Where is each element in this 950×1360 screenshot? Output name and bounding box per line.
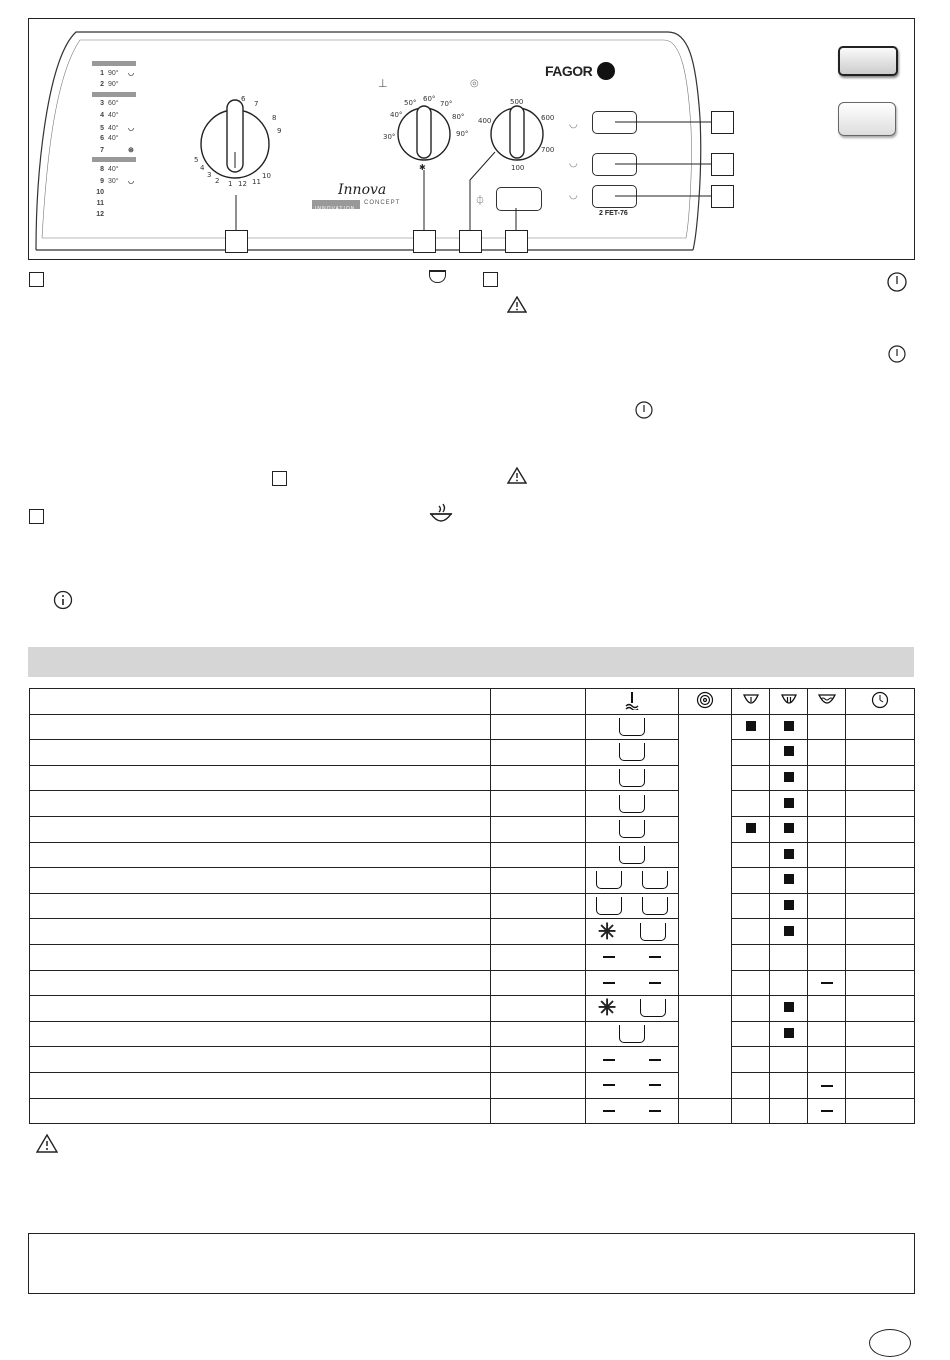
program-code-cell <box>491 765 586 791</box>
table-row <box>30 791 915 817</box>
temperature-cell <box>586 791 679 817</box>
power-button-icon <box>887 344 907 364</box>
callout-box <box>711 111 734 134</box>
compartment-2-cell <box>770 791 808 817</box>
duration-cell <box>846 996 915 1022</box>
temp-label-40: 40° <box>390 111 403 119</box>
dial-number-11: 11 <box>252 178 261 186</box>
duration-cell <box>846 842 915 868</box>
note-box <box>28 1233 915 1294</box>
program-code-cell <box>491 944 586 970</box>
detergent-cup-icon <box>619 718 645 736</box>
program-name-cell <box>30 740 491 766</box>
header-cell-softener <box>808 689 846 715</box>
warning-icon <box>36 1134 58 1153</box>
temperature-pair <box>586 1110 678 1112</box>
section-header-band <box>28 647 914 677</box>
table-row <box>30 842 915 868</box>
info-icon <box>53 590 73 610</box>
program-code-cell <box>491 842 586 868</box>
dash-mark <box>603 1059 615 1061</box>
spin-cell <box>679 714 732 996</box>
temperature-cell <box>586 842 679 868</box>
table-row <box>30 816 915 842</box>
detergent-cup-icon <box>640 999 666 1017</box>
duration-cell <box>846 1021 915 1047</box>
power-icon: ⏀ <box>475 196 485 207</box>
temperature-cell <box>586 740 679 766</box>
softener-icon <box>817 693 837 707</box>
softener-cell <box>808 791 846 817</box>
filled-square-mark <box>784 1002 794 1012</box>
dial-number-10: 10 <box>262 172 271 180</box>
table-row <box>30 970 915 996</box>
program-number: 12 <box>96 211 104 218</box>
power-button-icon <box>886 271 908 293</box>
program-name-cell <box>30 893 491 919</box>
detergent-cup-icon-top <box>429 270 446 272</box>
compartment-2-cell <box>770 765 808 791</box>
callout-box <box>505 230 528 253</box>
program-temp: 60° <box>108 100 119 107</box>
detergent-cup-icon <box>619 820 645 838</box>
language-badge <box>869 1329 911 1357</box>
program-name-cell <box>30 765 491 791</box>
temp-label-80: 80° <box>452 113 465 121</box>
dial-number-6: 6 <box>241 95 246 103</box>
table-row <box>30 1047 915 1073</box>
detergent-cup-icon <box>619 743 645 761</box>
temperature-cell <box>586 816 679 842</box>
program-number: 10 <box>96 189 104 196</box>
wash-icon: ◡ <box>569 158 578 169</box>
softener-cell <box>808 996 846 1022</box>
temperature-cell <box>586 765 679 791</box>
compartment-2-cell <box>770 1047 808 1073</box>
program-code-cell <box>491 970 586 996</box>
filled-square-mark <box>746 823 756 833</box>
lid-button-dark[interactable] <box>838 46 898 76</box>
dash-mark <box>821 1110 833 1112</box>
clock-icon <box>871 691 889 709</box>
header-cell-temperature <box>586 689 679 715</box>
callout-leaders <box>0 0 950 260</box>
section-marker-box <box>29 509 44 524</box>
temperature-cell <box>586 1072 679 1098</box>
temp-label-30: 30° <box>383 133 396 141</box>
program-number: 5 <box>100 125 104 132</box>
rinse-hold-icon: ◡ <box>569 190 578 201</box>
softener-cell <box>808 1021 846 1047</box>
program-number: 3 <box>100 100 104 107</box>
detergent-cup-icon <box>596 897 622 915</box>
detergent-cup-icon <box>596 871 622 889</box>
program-name-cell <box>30 1098 491 1124</box>
filled-square-mark <box>784 1028 794 1038</box>
brand-name: FAGOR <box>545 63 593 79</box>
program-number: 2 <box>100 81 104 88</box>
program-temp: 90° <box>108 70 119 77</box>
callout-box <box>711 185 734 208</box>
compartment-1-cell <box>732 842 770 868</box>
program-code-cell <box>491 714 586 740</box>
warning-icon <box>507 467 527 484</box>
filled-square-mark <box>784 900 794 910</box>
callout-box <box>413 230 436 253</box>
filled-square-mark <box>784 874 794 884</box>
temperature-cell <box>586 970 679 996</box>
table-row <box>30 1098 915 1124</box>
temp-label-90: 90° <box>456 130 469 138</box>
dial-number-12: 12 <box>238 180 247 188</box>
detergent-cup-icon <box>619 795 645 813</box>
cotton-icon: ◡ <box>128 70 135 77</box>
cold-star-icon: ✳ <box>597 918 617 944</box>
duration-cell <box>846 868 915 894</box>
dial-number-1: 1 <box>228 180 233 188</box>
temperature-pair <box>586 995 678 1021</box>
program-temp: 30° <box>108 178 119 185</box>
compartment-2-cell <box>770 1072 808 1098</box>
header-cell-duration <box>846 689 915 715</box>
detergent-cup-icon <box>619 846 645 864</box>
program-number: 7 <box>100 147 104 154</box>
program-number: 8 <box>100 166 104 173</box>
compartment-1-icon <box>742 693 760 707</box>
table-row <box>30 714 915 740</box>
program-name-cell <box>30 919 491 945</box>
filled-square-mark <box>784 926 794 936</box>
program-temp: 40° <box>108 166 119 173</box>
softener-cell <box>808 1047 846 1073</box>
temperature-pair <box>586 982 678 984</box>
compartment-1-cell <box>732 765 770 791</box>
softener-cell <box>808 714 846 740</box>
softener-cell <box>808 740 846 766</box>
temperature-cell <box>586 919 679 945</box>
temp-label-70: 70° <box>440 100 453 108</box>
temperature-cell <box>586 714 679 740</box>
filled-square-mark <box>784 746 794 756</box>
program-temp: 40° <box>108 135 119 142</box>
table-row <box>30 1021 915 1047</box>
duration-cell <box>846 944 915 970</box>
softener-cell <box>808 816 846 842</box>
dial-number-7: 7 <box>254 100 259 108</box>
duration-cell <box>846 714 915 740</box>
compartment-1-cell <box>732 1021 770 1047</box>
cold-star-icon: ✱ <box>419 163 426 172</box>
compartment-1-cell <box>732 1098 770 1124</box>
program-code-cell <box>491 740 586 766</box>
program-temp: 90° <box>108 81 119 88</box>
compartment-1-cell <box>732 740 770 766</box>
compartment-2-cell <box>770 740 808 766</box>
table-row <box>30 740 915 766</box>
dash-mark <box>649 1110 661 1112</box>
button-code: 2 FET-76 <box>599 210 628 217</box>
warning-icon <box>507 296 527 313</box>
compartment-2-cell <box>770 919 808 945</box>
dial-number-5: 5 <box>194 156 199 164</box>
program-name-cell <box>30 842 491 868</box>
table-row <box>30 919 915 945</box>
table-row <box>30 765 915 791</box>
table-row <box>30 868 915 894</box>
compartment-1-cell <box>732 919 770 945</box>
temperature-cell <box>586 893 679 919</box>
filled-square-mark <box>784 772 794 782</box>
table-row <box>30 1072 915 1098</box>
program-code-cell <box>491 791 586 817</box>
temperature-cell <box>586 944 679 970</box>
temp-label-50: 50° <box>404 99 417 107</box>
compartment-2-icon <box>780 693 798 707</box>
temperature-pair <box>586 1084 678 1086</box>
dial-number-2: 2 <box>215 177 220 185</box>
filled-square-mark <box>784 823 794 833</box>
program-temp: 40° <box>108 112 119 119</box>
spin-icon <box>696 691 714 709</box>
cold-star-icon: ✳ <box>597 995 617 1021</box>
detergent-cup-icon <box>642 871 668 889</box>
softener-cell <box>808 842 846 868</box>
dash-mark <box>649 1059 661 1061</box>
duration-cell <box>846 1098 915 1124</box>
program-number: 9 <box>100 178 104 185</box>
program-name-cell <box>30 944 491 970</box>
compartment-2-cell <box>770 714 808 740</box>
model-script-logo: Innova <box>338 182 387 198</box>
detergent-cup-icon <box>429 270 446 283</box>
program-name-cell <box>30 1021 491 1047</box>
dash-mark <box>821 982 833 984</box>
callout-box <box>459 230 482 253</box>
program-number: 1 <box>100 70 104 77</box>
program-temp: 40° <box>108 125 119 132</box>
program-code-cell <box>491 1098 586 1124</box>
section-marker-box <box>483 272 498 287</box>
rinse-icon: ◡ <box>128 125 135 132</box>
dial-number-8: 8 <box>272 114 277 122</box>
inline-marker-box <box>272 471 287 486</box>
compartment-1-cell <box>732 1072 770 1098</box>
lid-button-light[interactable] <box>838 102 896 136</box>
header-cell-compartment-1 <box>732 689 770 715</box>
temperature-pair <box>586 871 678 889</box>
thermometer-icon <box>624 690 640 710</box>
table-row <box>30 893 915 919</box>
program-name-cell <box>30 868 491 894</box>
thermometer-icon: ⊥ <box>378 78 388 90</box>
program-code-cell <box>491 893 586 919</box>
temperature-cell <box>586 1098 679 1124</box>
compartment-2-cell <box>770 1021 808 1047</box>
callout-box <box>711 153 734 176</box>
wool-icon: ⊛ <box>128 147 134 154</box>
program-name-cell <box>30 714 491 740</box>
spin-label-600: 600 <box>541 114 555 122</box>
program-code-cell <box>491 816 586 842</box>
duration-cell <box>846 791 915 817</box>
compartment-2-cell <box>770 944 808 970</box>
compartment-2-cell <box>770 996 808 1022</box>
duration-cell <box>846 816 915 842</box>
softener-cell <box>808 893 846 919</box>
program-name-cell <box>30 816 491 842</box>
table-header-row <box>30 689 915 715</box>
dash-mark <box>649 1084 661 1086</box>
compartment-1-cell <box>732 868 770 894</box>
compartment-1-cell <box>732 893 770 919</box>
program-code-cell <box>491 996 586 1022</box>
section-marker-box <box>29 272 44 287</box>
compartment-2-cell <box>770 1098 808 1124</box>
program-name-cell <box>30 996 491 1022</box>
power-button-icon <box>634 400 654 420</box>
softener-cell <box>808 944 846 970</box>
program-name-cell <box>30 791 491 817</box>
compartment-1-cell <box>732 1047 770 1073</box>
compartment-2-cell <box>770 893 808 919</box>
header-cell-compartment-2 <box>770 689 808 715</box>
dash-mark <box>821 1085 833 1087</box>
duration-cell <box>846 1047 915 1073</box>
spin-cell <box>679 996 732 1098</box>
compartment-1-cell <box>732 816 770 842</box>
detergent-cup-icon <box>619 1025 645 1043</box>
spin-label-500: 500 <box>510 98 524 106</box>
dash-mark <box>603 956 615 958</box>
duration-cell <box>846 919 915 945</box>
softener-cell <box>808 1098 846 1124</box>
temperature-cell <box>586 1021 679 1047</box>
softener-cell <box>808 919 846 945</box>
rinse-icon: ◡ <box>128 178 135 185</box>
program-name-cell <box>30 1047 491 1073</box>
program-code-cell <box>491 1021 586 1047</box>
temperature-pair <box>586 897 678 915</box>
dial-number-9: 9 <box>277 127 282 135</box>
duration-cell <box>846 1072 915 1098</box>
filled-square-mark <box>784 849 794 859</box>
prewash-icon: ◡ <box>569 119 578 130</box>
program-code-cell <box>491 868 586 894</box>
program-name-cell <box>30 1072 491 1098</box>
dash-mark <box>603 1110 615 1112</box>
program-code-cell <box>491 1047 586 1073</box>
compartment-1-cell <box>732 970 770 996</box>
dial-number-3: 3 <box>207 171 212 179</box>
temperature-pair <box>586 918 678 944</box>
filled-square-mark <box>784 721 794 731</box>
detergent-cup-icon <box>640 923 666 941</box>
compartment-1-cell <box>732 791 770 817</box>
spin-label-400: 400 <box>478 117 492 125</box>
duration-cell <box>846 893 915 919</box>
detergent-cup-icon <box>642 897 668 915</box>
model-concept: CONCEPT <box>364 200 401 206</box>
table-body <box>30 714 915 1124</box>
dial-number-4: 4 <box>200 164 205 172</box>
softener-cell <box>808 868 846 894</box>
temperature-cell <box>586 868 679 894</box>
compartment-2-cell <box>770 842 808 868</box>
program-code-cell <box>491 919 586 945</box>
program-number: 4 <box>100 112 104 119</box>
header-cell <box>30 689 491 715</box>
spin-icon: ◎ <box>470 78 479 89</box>
duration-cell <box>846 765 915 791</box>
compartment-1-cell <box>732 714 770 740</box>
prewash-bowl-icon <box>428 502 454 526</box>
spin-cell <box>679 1098 732 1124</box>
temperature-pair <box>586 1059 678 1061</box>
compartment-2-cell <box>770 816 808 842</box>
softener-cell <box>808 970 846 996</box>
program-name-cell <box>30 970 491 996</box>
compartment-1-cell <box>732 944 770 970</box>
spin-label-100: 100 <box>511 164 525 172</box>
softener-cell <box>808 765 846 791</box>
header-cell <box>491 689 586 715</box>
compartment-1-cell <box>732 996 770 1022</box>
program-table <box>29 688 915 1124</box>
program-number: 6 <box>100 135 104 142</box>
compartment-2-cell <box>770 970 808 996</box>
duration-cell <box>846 740 915 766</box>
program-number: 11 <box>96 200 104 207</box>
temperature-cell <box>586 1047 679 1073</box>
dash-mark <box>649 956 661 958</box>
temperature-cell <box>586 996 679 1022</box>
temperature-pair <box>586 956 678 958</box>
filled-square-mark <box>784 798 794 808</box>
detergent-cup-icon <box>619 769 645 787</box>
duration-cell <box>846 970 915 996</box>
spin-label-700: 700 <box>541 146 555 154</box>
table-row <box>30 944 915 970</box>
temp-label-60: 60° <box>423 95 436 103</box>
table-row <box>30 996 915 1022</box>
softener-cell <box>808 1072 846 1098</box>
compartment-2-cell <box>770 868 808 894</box>
program-code-cell <box>491 1072 586 1098</box>
dash-mark <box>649 982 661 984</box>
model-badge-text: INNOVATION <box>315 206 356 212</box>
dash-mark <box>603 1084 615 1086</box>
dash-mark <box>603 982 615 984</box>
callout-box <box>225 230 248 253</box>
filled-square-mark <box>746 721 756 731</box>
header-cell-spin <box>679 689 732 715</box>
